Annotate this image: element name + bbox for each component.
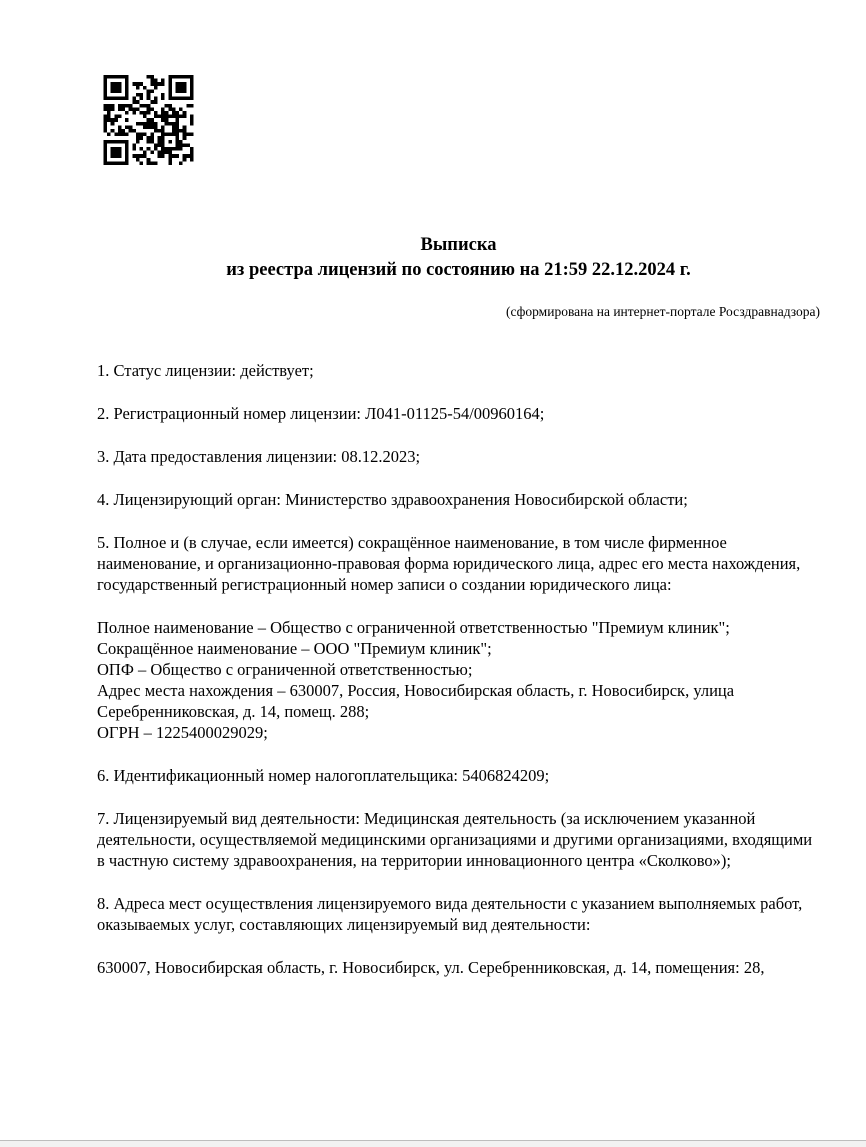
viewer-gutter — [0, 1142, 866, 1147]
paragraph: 8. Адреса мест осуществления лицензируемого вида деятельности с указанием выполняемых работ, оказываемых услуг, составляющих лицензируемый вид деятельности: — [97, 894, 803, 934]
paragraph: 5. Полное и (в случае, если имеется) сокращённое наименование, в том числе фирменное наименование, и организационно-правовая форма юридического лица, адрес его места нахождения, государственный регистрационный номер записи о создании юридического лица: — [97, 533, 801, 594]
document-subtitle: (сформирована на интернет-портале Росздравнадзора) — [505, 304, 820, 319]
paragraph: 1. Статус лицензии: действует; — [97, 361, 314, 380]
document-title — [97, 233, 820, 283]
paragraph: 2. Регистрационный номер лицензии: Л041-01125-54/00960164; — [97, 404, 545, 423]
title-line-1: Выписка — [420, 235, 497, 255]
paragraph: 4. Лицензирующий орган: Министерство здравоохранения Новосибирской области; — [97, 490, 688, 509]
paragraph: 6. Идентификационный номер налогоплательщика: 5406824209; — [97, 766, 550, 785]
document-content — [97, 233, 820, 1000]
qr-code-icon — [102, 75, 195, 165]
title-line-2: из реестра лицензий по состоянию на 21:59 22.12.2024 г. — [226, 260, 691, 280]
document-body — [97, 360, 820, 978]
paragraph: 3. Дата предоставления лицензии: 08.12.2023; — [97, 447, 421, 466]
paragraph: Полное наименование – Общество с ограниченной ответственностью "Премиум клиник"; Сокращённое наименование – ООО "Премиум клиник"; ОПФ – Общество с ограниченной ответственностью; Адрес места нахождения – 630007, Россия, Новосибирская область, г. Новосибирск, улица Серебренниковская, д. 14, помещ. 288; ОГРН – 1225400029029; — [97, 618, 735, 742]
paragraph: 7. Лицензируемый вид деятельности: Медицинская деятельность (за исключением указанной деятельности, осуществляемой медицинскими организациями и другими организациями, входящими в частную систему здравоохранения, на территории инновационного центра «Сколково»); — [97, 809, 813, 870]
paragraph: 630007, Новосибирская область, г. Новосибирск, ул. Серебренниковская, д. 14, помещения: 28, — [97, 958, 765, 977]
